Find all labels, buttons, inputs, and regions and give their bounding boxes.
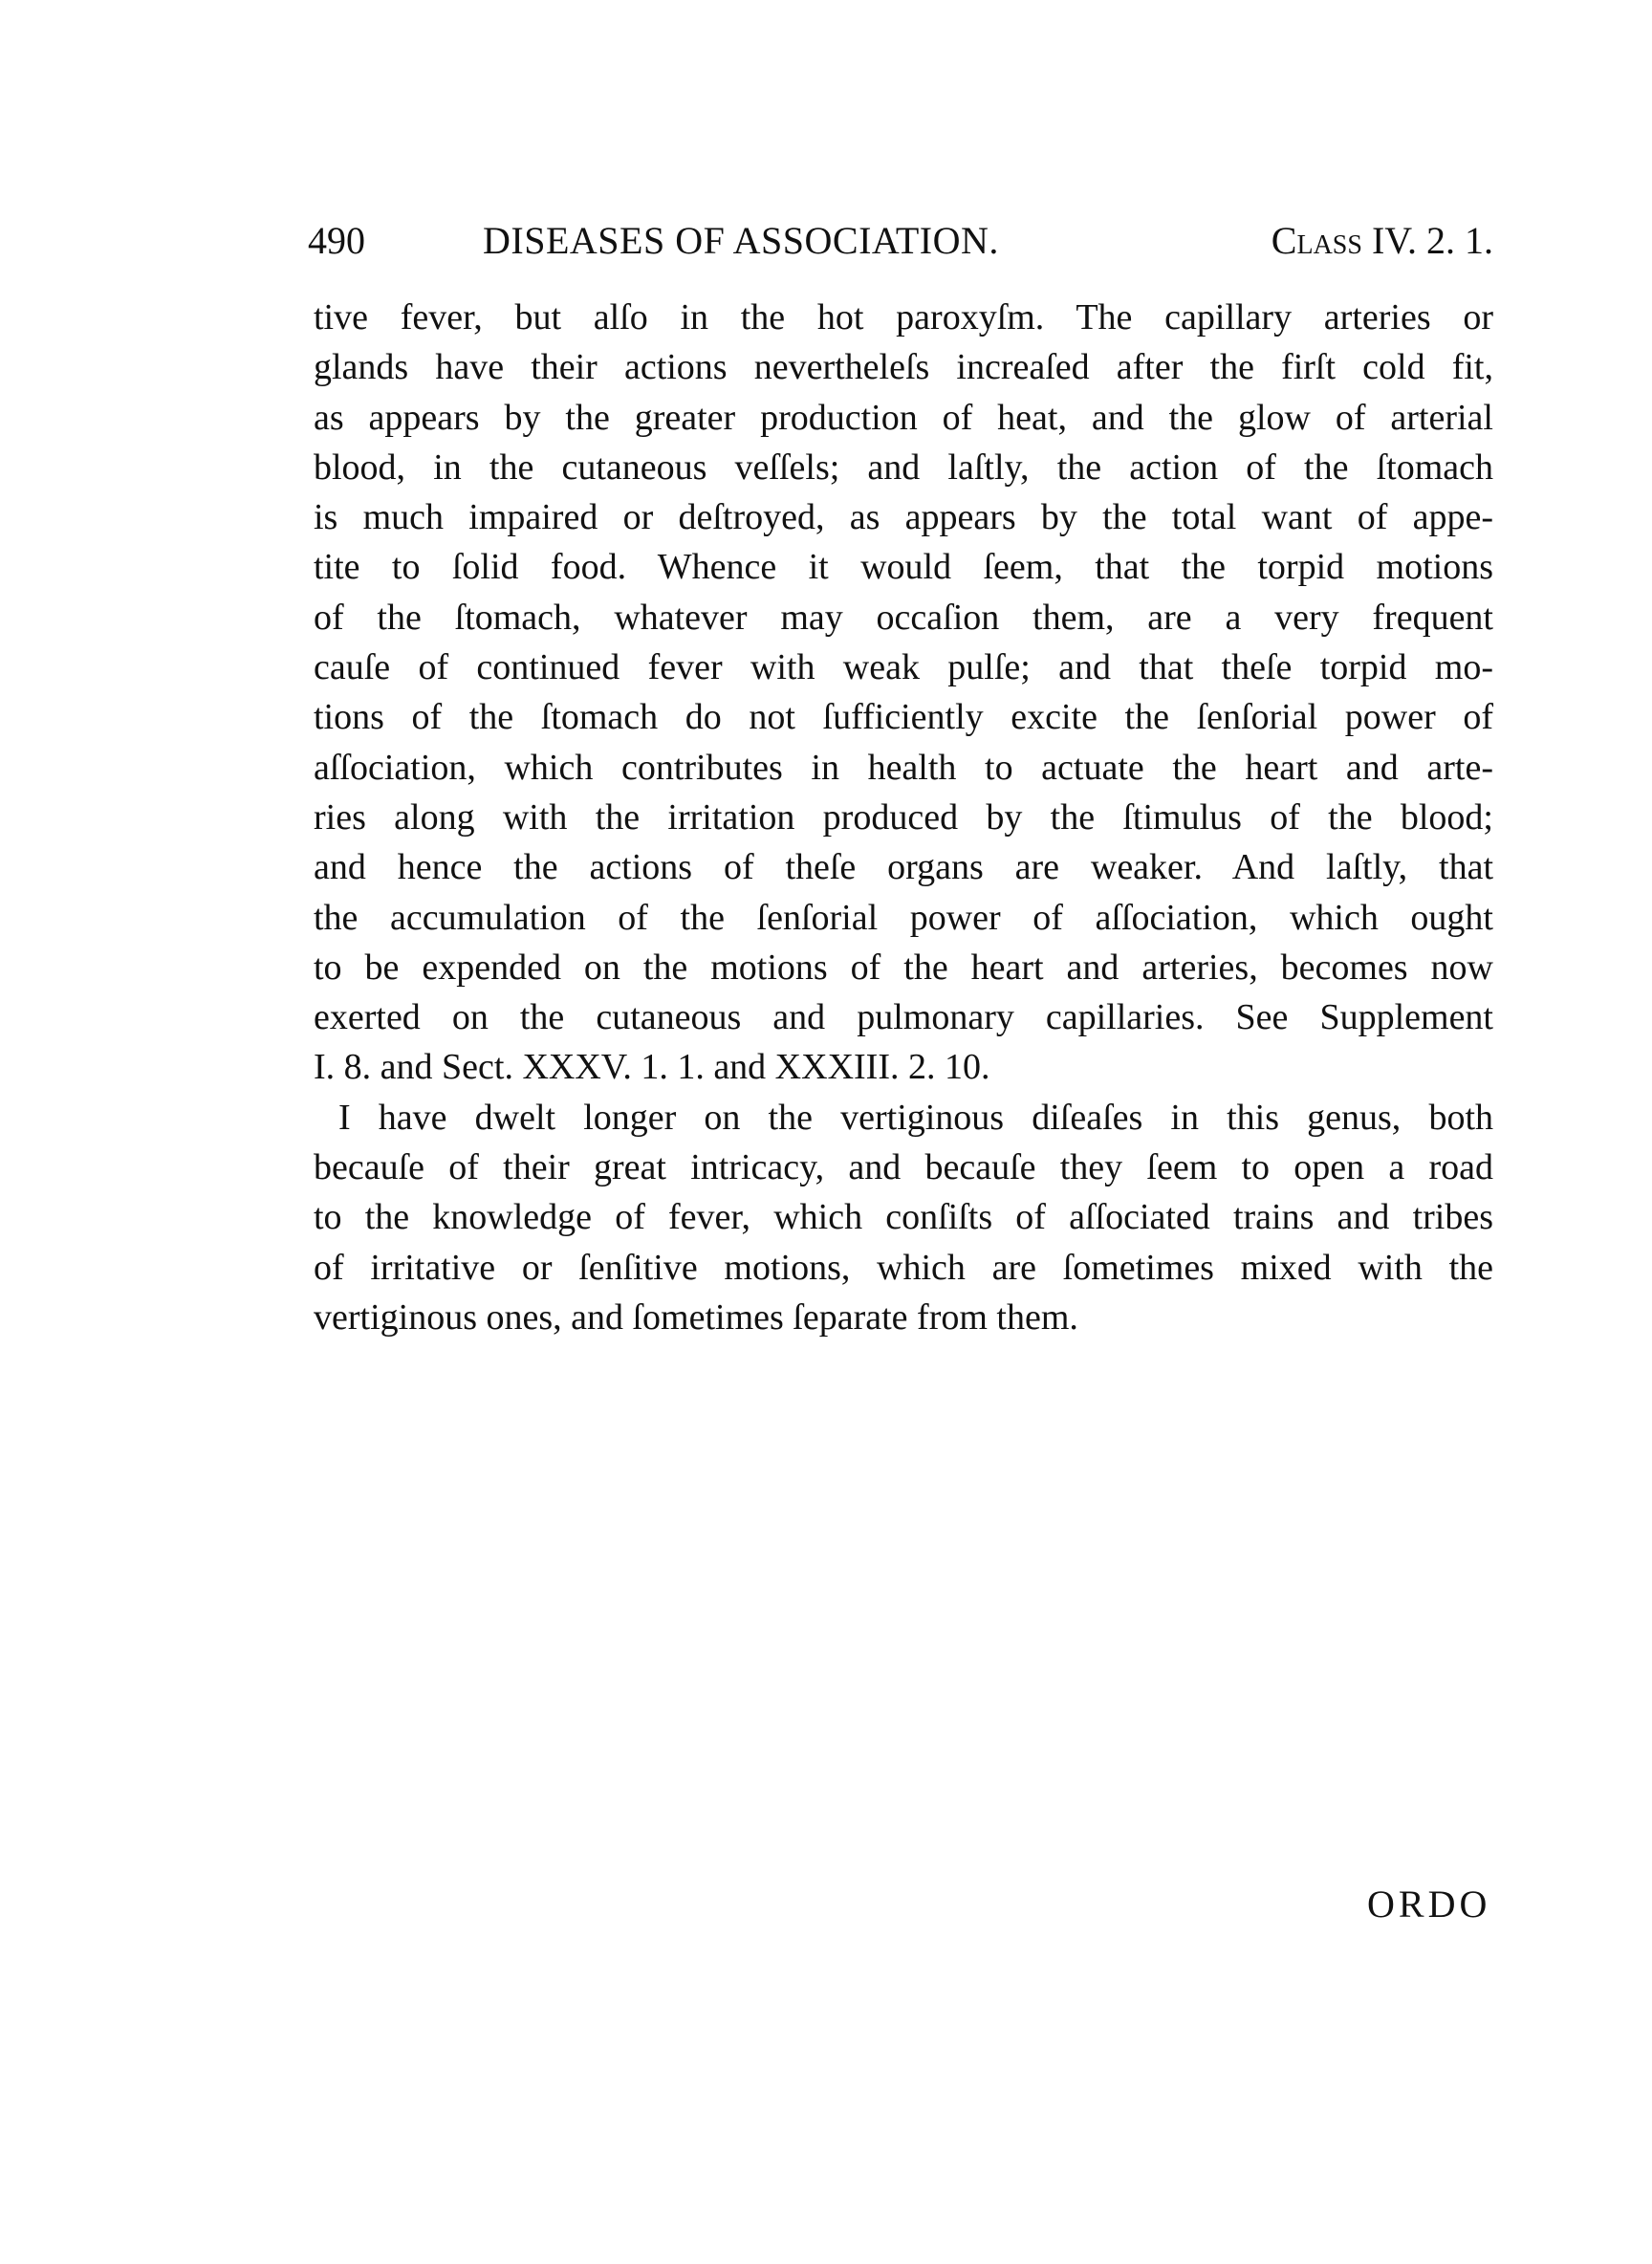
text-line: glands have their actions nevertheleſs increaſed after the firſt cold fit, [314,347,1493,388]
text-line: exerted on the cutaneous and pulmonary capillaries. See Supplement [314,997,1493,1038]
text-line: becauſe of their great intricacy, and becauſe they ſeem to open a road [314,1147,1493,1188]
text-line: of the ſtomach, whatever may occaſion them, are a very frequent [314,597,1493,638]
paragraph [314,1093,1493,1342]
text-line: aſſociation, which contributes in health to actuate the heart and arte- [314,747,1493,788]
page-number: 490 [308,219,365,262]
text-line: tive fever, but alſo in the hot paroxyſm. The capillary arteries or [314,297,1493,337]
text-line: of irritative or ſenſitive motions, which are ſometimes mixed with the [314,1247,1493,1288]
class-reference: Class IV. 2. 1. [1271,219,1493,262]
text-line: to the knowledge of fever, which conſiſts of aſſociated trains and tribes [314,1197,1493,1238]
text-line: I have dwelt longer on the vertiginous diſeaſes in this genus, both [338,1097,1493,1138]
text-line: tite to ſolid food. Whence it would ſeem, that the torpid motions [314,547,1493,588]
running-header [308,218,1493,272]
text-line: is much impaired or deſtroyed, as appears by the total want of appe- [314,497,1493,538]
text-line: and hence the actions of theſe organs are weaker. And laſtly, that [314,847,1493,888]
text-line: I. 8. and Sect. XXXV. 1. 1. and XXXIII. 2. 10. [314,1047,990,1088]
catchword: ORDO [1367,1883,1491,1926]
text-line: vertiginous ones, and ſometimes ſeparate from them. [314,1296,1078,1338]
text-line: tions of the ſtomach do not ſufficiently excite the ſenſorial power of [314,697,1493,738]
body-text [314,293,1493,1342]
text-line: cauſe of continued fever with weak pulſe; and that theſe torpid mo- [314,647,1493,688]
text-line: blood, in the cutaneous veſſels; and laſtly, the action of the ſtomach [314,446,1493,488]
paragraph [314,293,1493,1093]
text-line: to be expended on the motions of the heart and arteries, becomes now [314,947,1493,988]
text-line: the accumulation of the ſenſorial power of aſſociation, which ought [314,897,1493,938]
running-title: DISEASES OF ASSOCIATION. [483,219,999,262]
text-line: ries along with the irritation produced by the ſtimulus of the blood; [314,796,1493,838]
text-line: as appears by the greater production of heat, and the glow of arterial [314,397,1493,438]
